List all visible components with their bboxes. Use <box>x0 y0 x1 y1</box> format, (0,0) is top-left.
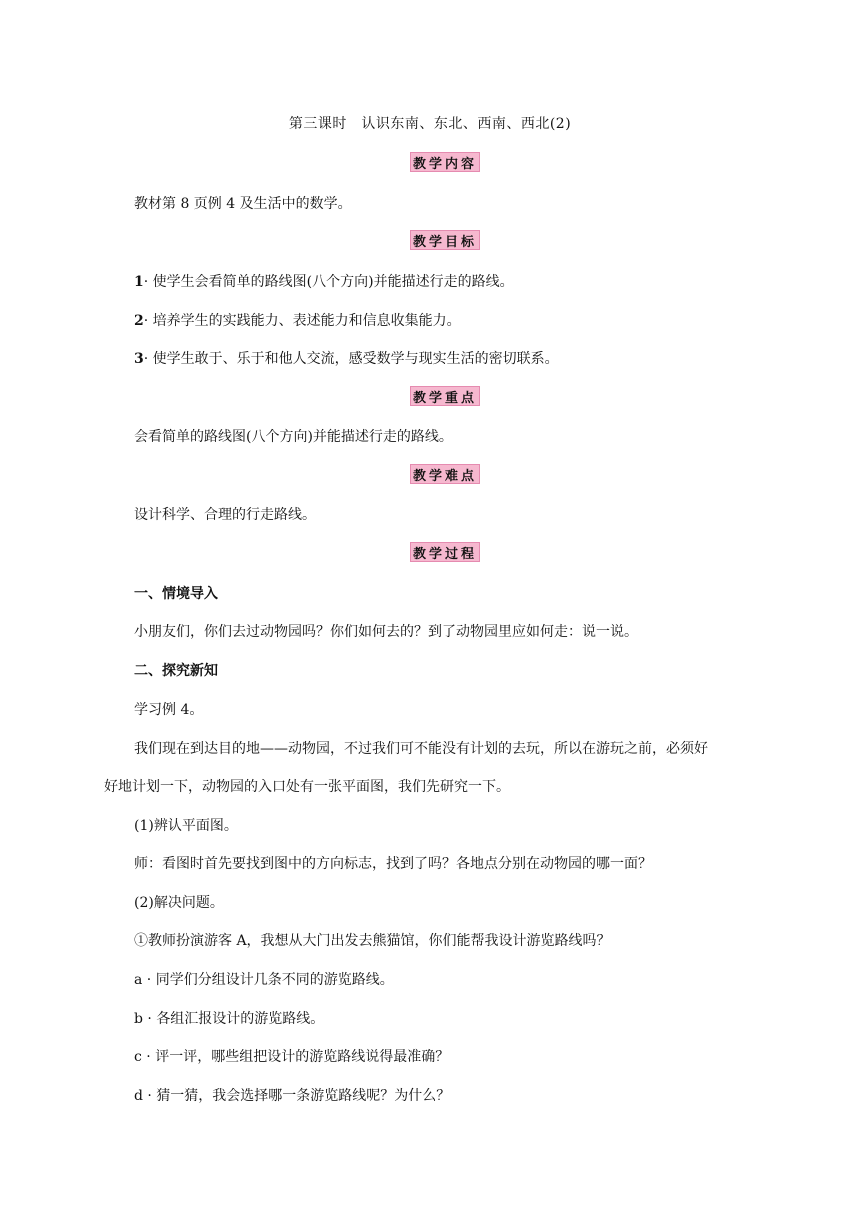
goal-item <box>134 271 514 291</box>
banner-teaching-goals <box>410 230 480 250</box>
section-heading: 二、探究新知 <box>134 663 218 679</box>
goal-item <box>134 348 559 368</box>
paragraph: a · 同学们分组设计几条不同的游览路线。 <box>134 972 394 988</box>
goal-number: 3 <box>134 351 144 367</box>
paragraph: 我们现在到达目的地——动物园，不过我们可不能没有计划的去玩，所以在游玩之前，必须好 <box>134 741 708 757</box>
lesson-title: 第三课时 认识东南、东北、西南、西北(2) <box>288 116 572 132</box>
paragraph: 学习例 4。 <box>134 702 204 718</box>
banner-label: 教学过程 <box>412 546 477 562</box>
goal-number: 1 <box>134 274 144 290</box>
banner-label: 教学目标 <box>412 234 477 250</box>
banner-label: 教学难点 <box>412 468 477 484</box>
banner-teaching-process <box>410 542 480 562</box>
paragraph-continuation: 好地计划一下，动物园的入口处有一张平面图，我们先研究一下。 <box>104 779 510 795</box>
goal-item <box>134 310 461 330</box>
goal-text: · 培养学生的实践能力、表述能力和信息收集能力。 <box>143 313 461 329</box>
banner-teaching-key <box>410 386 480 406</box>
goal-text: · 使学生会看简单的路线图(八个方向)并能描述行走的路线。 <box>143 274 514 290</box>
banner-teaching-difficulty <box>410 464 480 484</box>
paragraph: d · 猜一猜，我会选择哪一条游览路线呢？为什么？ <box>134 1088 451 1104</box>
goal-number: 2 <box>134 313 144 329</box>
banner-label: 教学内容 <box>412 156 477 172</box>
banner-label: 教学重点 <box>412 390 477 406</box>
paragraph: ①教师扮演游客 A，我想从大门出发去熊猫馆，你们能帮我设计游览路线吗？ <box>134 933 611 949</box>
difficulty-text: 设计科学、合理的行走路线。 <box>134 507 316 523</box>
paragraph: c · 评一评，哪些组把设计的游览路线说得最准确？ <box>134 1049 450 1065</box>
section-heading: 一、情境导入 <box>134 586 218 602</box>
banner-teaching-content <box>410 152 480 172</box>
goal-text: · 使学生敢于、乐于和他人交流，感受数学与现实生活的密切联系。 <box>143 351 559 367</box>
key-text: 会看简单的路线图(八个方向)并能描述行走的路线。 <box>134 429 453 445</box>
content-text: 教材第 8 页例 4 及生活中的数学。 <box>134 196 352 212</box>
paragraph: (2)解决问题。 <box>134 895 224 911</box>
paragraph: (1)辨认平面图。 <box>134 818 238 834</box>
paragraph: b · 各组汇报设计的游览路线。 <box>134 1011 325 1027</box>
paragraph: 师：看图时首先要找到图中的方向标志，找到了吗？各地点分别在动物园的哪一面？ <box>134 856 652 872</box>
paragraph: 小朋友们，你们去过动物园吗？你们如何去的？到了动物园里应如何走：说一说。 <box>134 624 638 640</box>
